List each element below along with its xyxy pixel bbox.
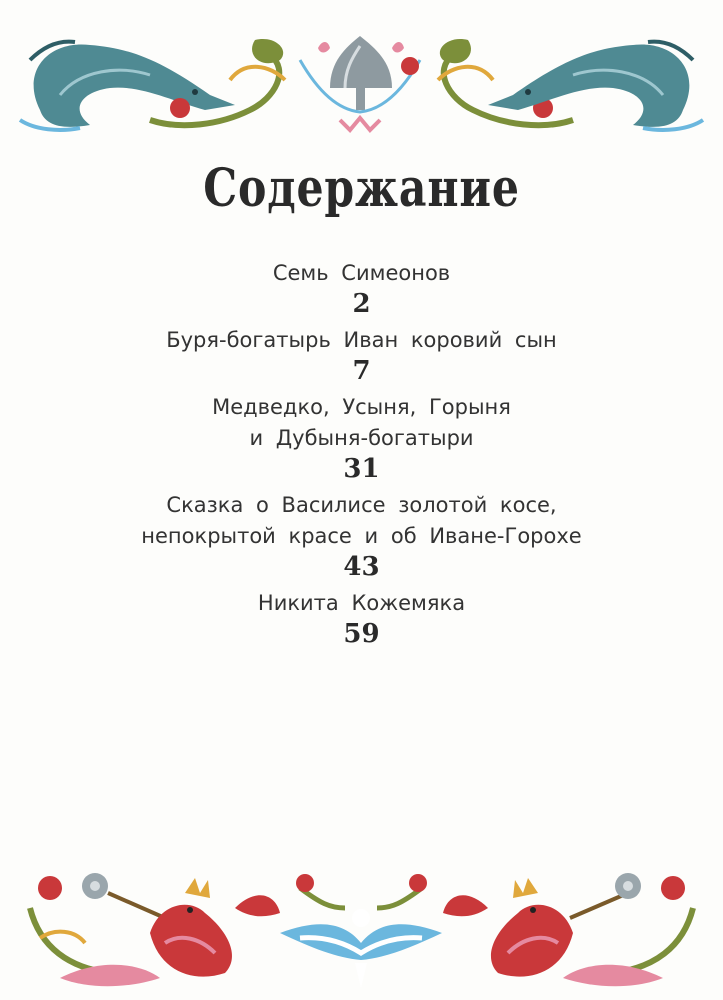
toc-entry-title: Буря-богатырь Иван коровий сын	[166, 328, 557, 352]
table-of-contents	[0, 258, 723, 655]
toc-entry-title: Медведко, Усыня, Горыня	[212, 395, 511, 419]
toc-entry[interactable]	[0, 258, 723, 319]
toc-entry-title: Сказка о Василисе золотой косе,	[166, 493, 557, 517]
toc-entry-title: Никита Кожемяка	[257, 591, 466, 615]
top-ornament	[0, 0, 723, 150]
toc-entry-page: 31	[343, 454, 380, 484]
toc-entry-page: 59	[343, 619, 380, 649]
toc-entry[interactable]	[0, 325, 723, 386]
dragon-left-icon	[20, 42, 235, 130]
toc-entry[interactable]	[0, 490, 723, 582]
toc-entry[interactable]	[0, 392, 723, 484]
toc-entry-title: Семь Симеонов	[272, 261, 451, 285]
dragon-right-icon	[488, 42, 703, 130]
toc-entry-page: 7	[352, 356, 371, 386]
toc-entry-title: непокрытой красе и об Иване-Горохе	[141, 524, 582, 548]
toc-entry-title: и Дубыня-богатыри	[249, 426, 474, 450]
dove-icon	[280, 874, 442, 988]
bottom-ornament	[0, 848, 723, 1000]
toc-entry[interactable]	[0, 588, 723, 649]
helmet-icon	[300, 36, 420, 130]
toc-entry-page: 2	[352, 289, 371, 319]
toc-entry-page: 43	[343, 552, 380, 582]
page-title: Содержание	[203, 158, 520, 219]
